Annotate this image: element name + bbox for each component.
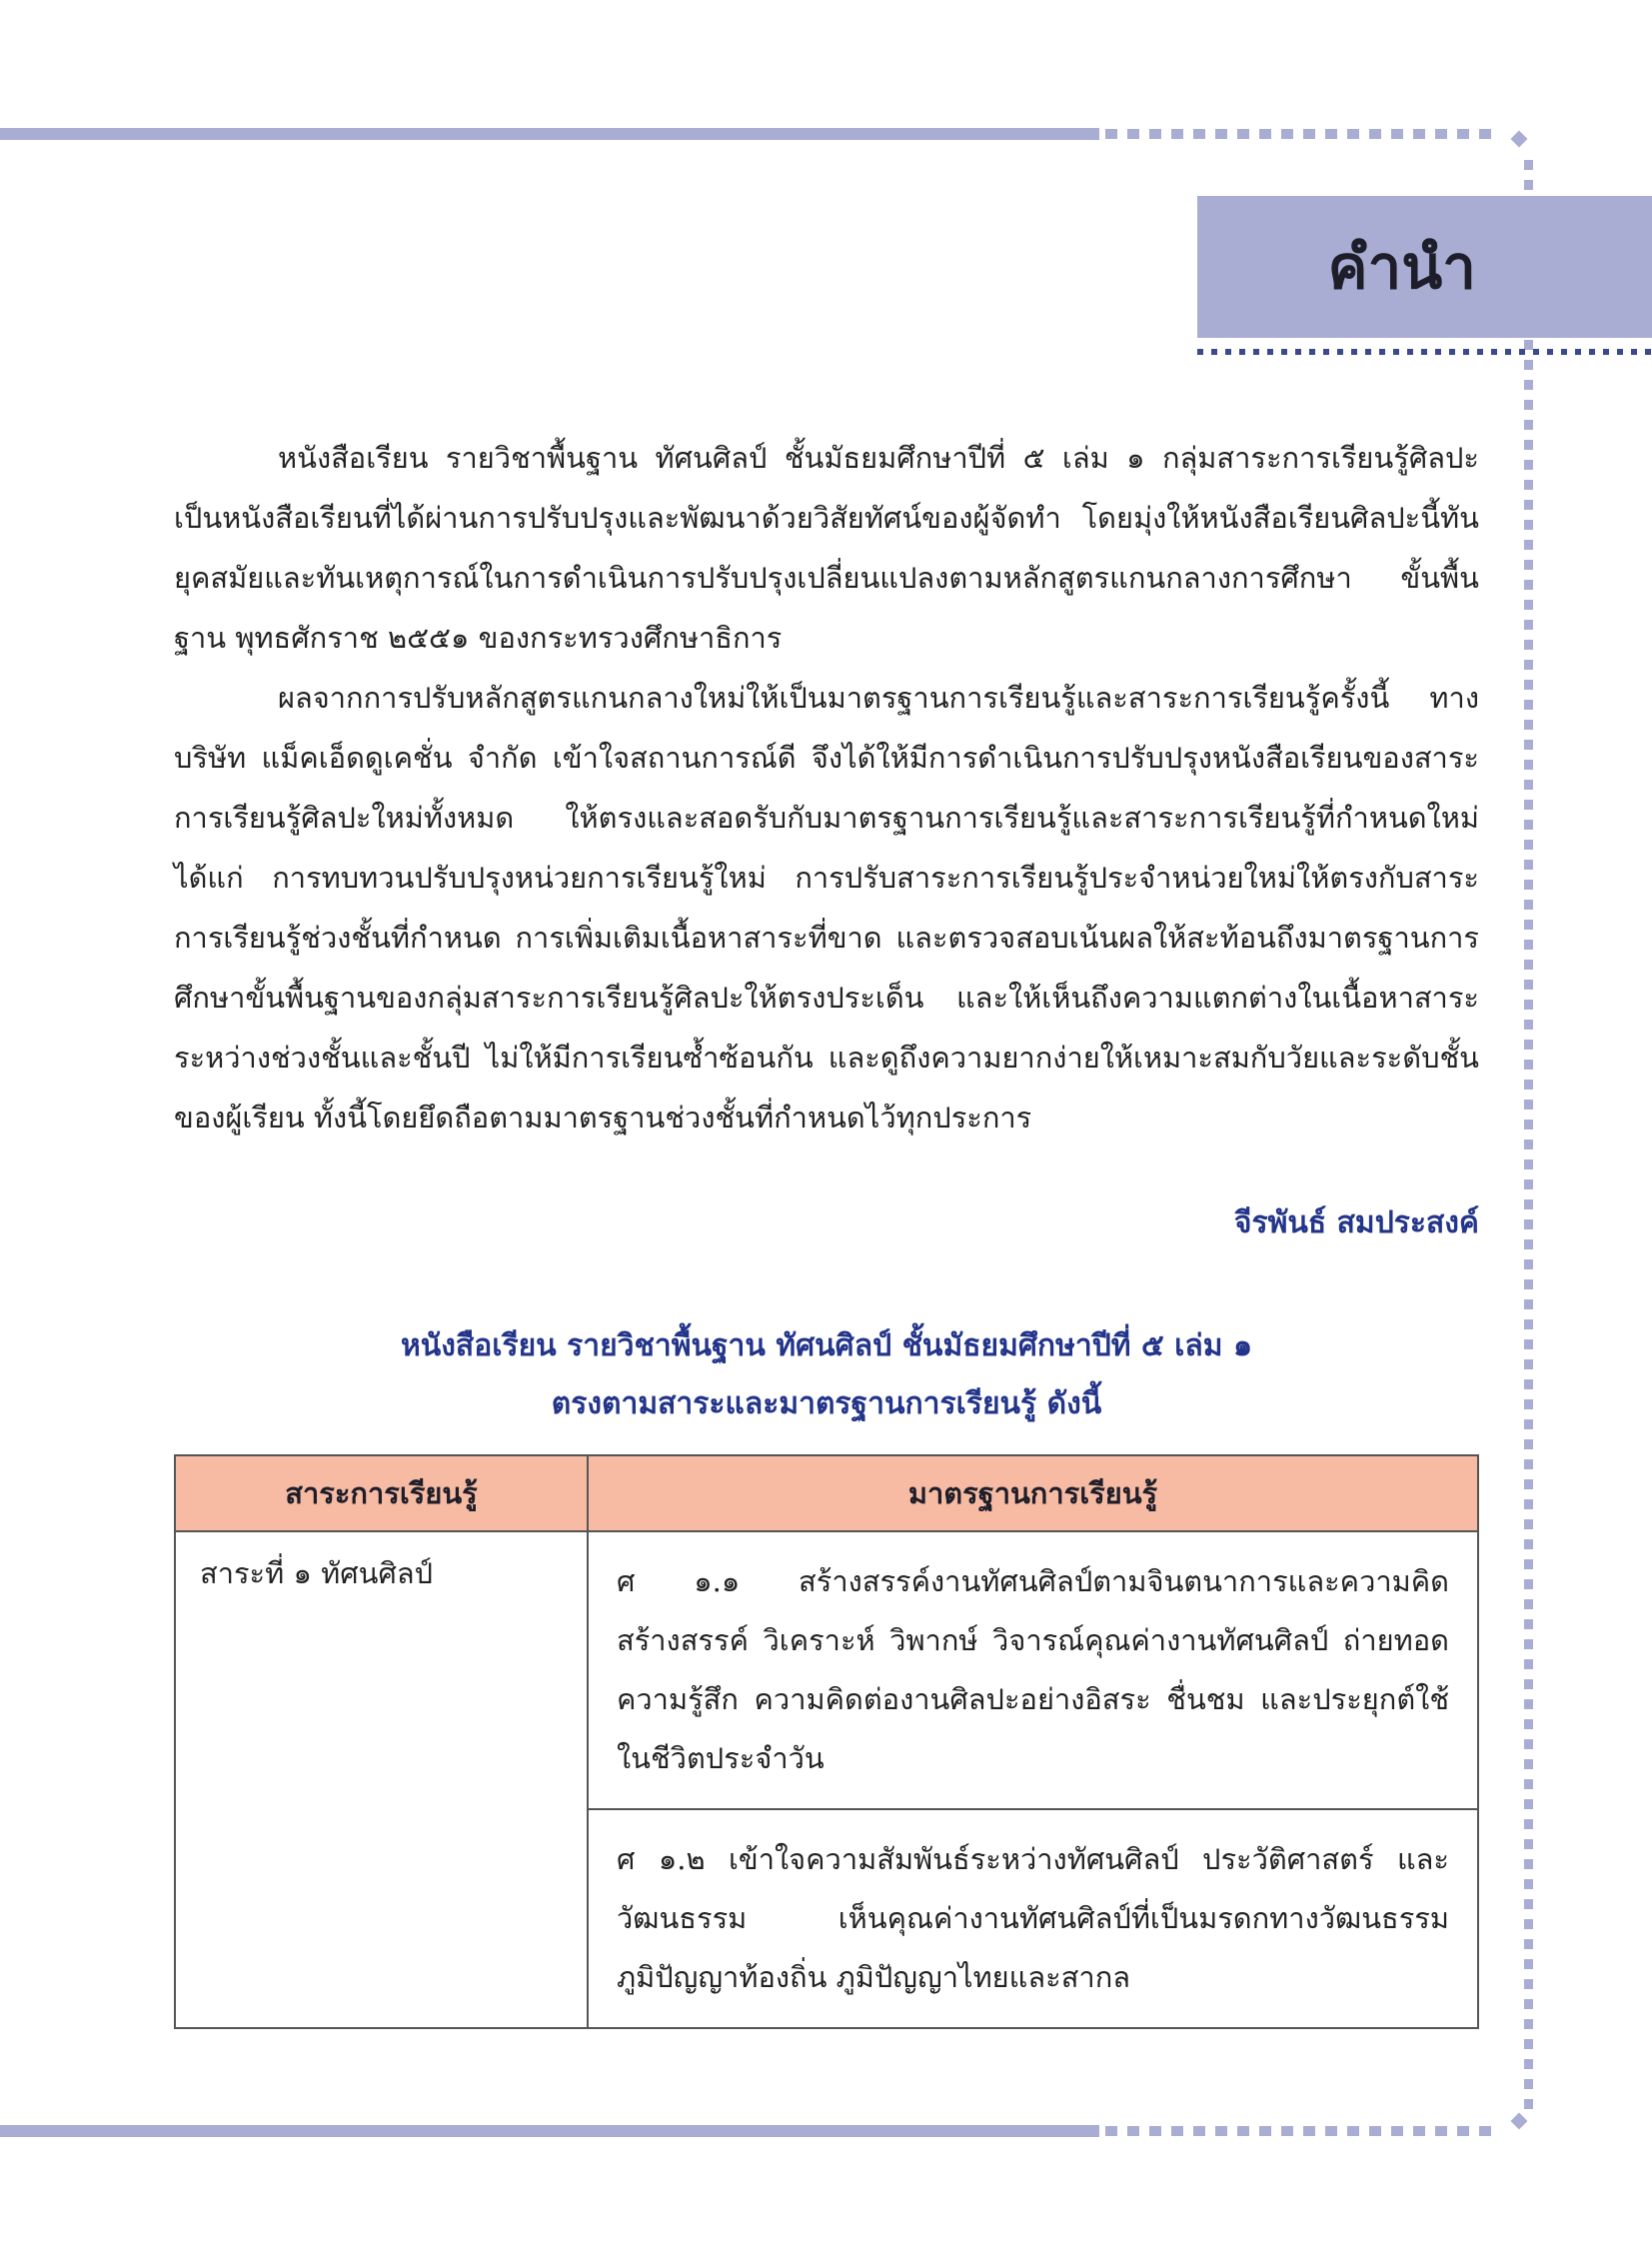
top-border-bar xyxy=(0,128,1099,140)
table-row xyxy=(175,1531,1478,1809)
table-heading-line-1: หนังสือเรียน รายวิชาพื้นฐาน ทัศนศิลป์ ชั้นมัธยมศึกษาปีที่ ๕ เล่ม ๑ xyxy=(400,1328,1253,1363)
author-signature: จีรพันธ์ สมประสงค์ xyxy=(1233,1205,1479,1240)
title-box xyxy=(1197,196,1652,338)
top-corner-diamond xyxy=(1511,131,1528,148)
preface-body xyxy=(174,428,1479,1147)
table-heading xyxy=(174,1317,1479,1433)
standards-table xyxy=(174,1454,1479,2029)
preface-paragraph-1: หนังสือเรียน รายวิชาพื้นฐาน ทัศนศิลป์ ชั้นมัธยมศึกษาปีที่ ๕ เล่ม ๑ กลุ่มสาระการเรียนรู้ศิลปะ เป็นหนังสือเรียนที่ได้ผ่านการปรับปรุงและพัฒนาด้วยวิสัยทัศน์ของผู้จัดทำ โดยมุ่งให้หนังสือเรียนศิลปะนี้ทันยุคสมัยและทันเหตุการณ์ในการดำเนินการปรับปรุงเปลี่ยนแปลงตามหลักสูตรแกนกลางการศึกษา ขั้นพื้นฐาน พุทธศักราช ๒๕๕๑ ของกระทรวงศึกษาธิการ xyxy=(174,441,1479,655)
preface-paragraph-2: ผลจากการปรับหลักสูตรแกนกลางใหม่ให้เป็นมาตรฐานการเรียนรู้และสาระการเรียนรู้ครั้งนี้ ทางบริษัท แม็คเอ็ดดูเคชั่น จำกัด เข้าใจสถานการณ์ดี จึงได้ให้มีการดำเนินการปรับปรุงหนังสือเรียนของสาระการเรียนรู้ศิลปะใหม่ทั้งหมด ให้ตรงและสอดรับกับมาตรฐานการเรียนรู้และสาระการเรียนรู้ที่กำหนดใหม่ ได้แก่ การทบทวนปรับปรุงหน่วยการเรียนรู้ใหม่ การปรับสาระการเรียนรู้ประจำหน่วยใหม่ให้ตรงกับสาระการเรียนรู้ช่วงชั้นที่กำหนด การเพิ่มเติมเนื้อหาสาระที่ขาด และตรวจสอบเน้นผลให้สะท้อนถึงมาตรฐานการศึกษาขั้นพื้นฐานของกลุ่มสาระการเรียนรู้ศิลปะให้ตรงประเด็น และให้เห็นถึงความแตกต่างในเนื้อหาสาระระหว่างช่วงชั้นและชั้นปี ไม่ให้มีการเรียนซ้ำซ้อนกัน และดูถึงความยากง่ายให้เหมาะสมกับวัยและระดับชั้นของผู้เรียน ทั้งนี้โดยยึดถือตามมาตรฐานช่วงชั้นที่กำหนดไว้ทุกประการ xyxy=(174,681,1479,1134)
table-heading-line-2: ตรงตามสาระและมาตรฐานการเรียนรู้ ดังนี้ xyxy=(551,1386,1102,1421)
title-dotted-underline xyxy=(1197,349,1652,355)
bottom-border-bar xyxy=(0,2125,1099,2137)
header-standard: มาตรฐานการเรียนรู้ xyxy=(588,1455,1478,1531)
top-border-dashes xyxy=(1105,129,1499,139)
standard-cell-1: ศ ๑.๑ สร้างสรรค์งานทัศนศิลป์ตามจินตนาการและความคิดสร้างสรรค์ วิเคราะห์ วิพากษ์ วิจารณ์คุณค่างานทัศนศิลป์ ถ่ายทอดความรู้สึก ความคิดต่องานศิลปะอย่างอิสระ ชื่นชม และประยุกต์ใช้ในชีวิตประจำวัน xyxy=(588,1531,1478,1809)
page-title: คำนำ xyxy=(1327,232,1476,303)
strand-cell: สาระที่ ๑ ทัศนศิลป์ xyxy=(175,1531,588,2028)
bottom-border-dashes xyxy=(1105,2126,1499,2136)
header-strand: สาระการเรียนรู้ xyxy=(175,1455,588,1531)
standard-cell-2: ศ ๑.๒ เข้าใจความสัมพันธ์ระหว่างทัศนศิลป์ ประวัติศาสตร์ และวัฒนธรรม เห็นคุณค่างานทัศนศิลป์ที่เป็นมรดกทางวัฒนธรรม ภูมิปัญญาท้องถิ่น ภูมิปัญญาไทยและสากล xyxy=(588,1809,1478,2028)
table-header-row xyxy=(175,1455,1478,1531)
right-border-dashes xyxy=(1524,160,1533,2119)
